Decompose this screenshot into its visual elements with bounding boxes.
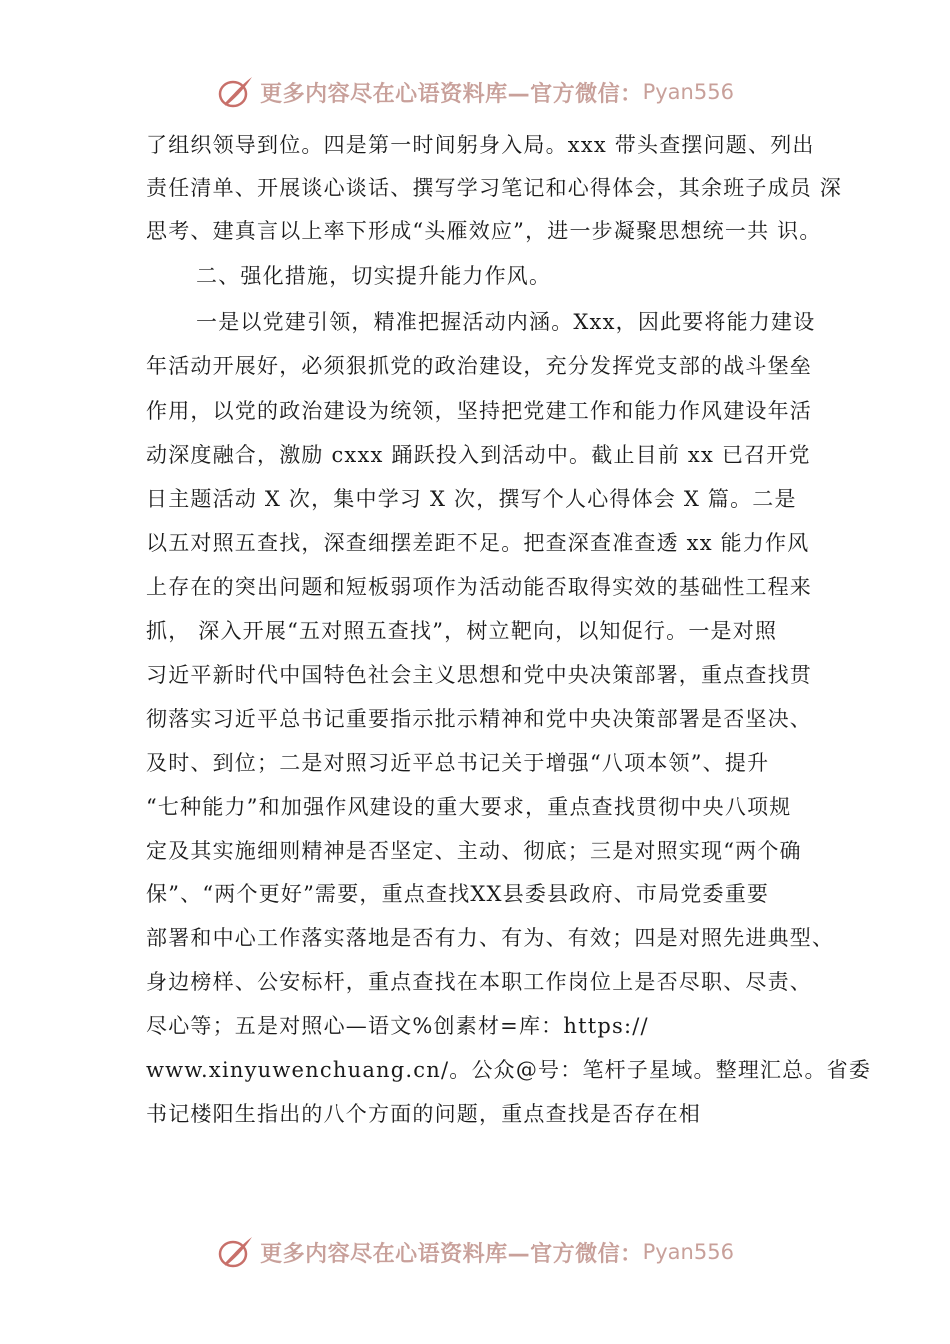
text-line: www.xinyuwenchuang.cn/。公众@号：笔杆子星域。整理汇总。省委: [146, 1058, 872, 1082]
section-heading: 二、强化措施，切实提升能力作风。: [196, 264, 552, 288]
text-line: 日主题活动 X 次，集中学习 X 次，撰写个人心得体会 X 篇。二是: [146, 487, 797, 511]
text-line: 定及其实施细则精神是否坚定、主动、彻底；三是对照实现“两个确: [146, 839, 802, 863]
text-line: 上存在的突出问题和短板弱项作为活动能否取得实效的基础性工程来: [146, 575, 812, 599]
text-line: 及时、到位；二是对照习近平总书记关于增强“八项本领”、提升: [146, 751, 770, 775]
text-line: 作用，以党的政治建设为统领，坚持把党建工作和能力作风建设年活: [146, 399, 812, 423]
text-line: 彻落实习近平总书记重要指示批示精神和党中央决策部署是否坚决、: [146, 707, 812, 731]
text-line: 书记楼阳生指出的八个方面的问题，重点查找是否存在相: [146, 1102, 701, 1126]
text-line: 责任清单、开展谈心谈话、撰写学习笔记和心得体会，其余班子成员 深: [146, 176, 843, 200]
text-line: 习近平新时代中国特色社会主义思想和党中央决策部署，重点查找贯: [146, 663, 812, 687]
text-line: 抓， 深入开展“五对照五查找”，树立靶向，以知促行。一是对照: [146, 619, 778, 643]
text-line: 一是以党建引领，精准把握活动内涵。Xxx，因此要将能力建设: [196, 310, 816, 334]
text-line: 以五对照五查找，深查细摆差距不足。把查深查准查透 xx 能力作风: [146, 531, 810, 555]
text-line: 思考、建真言以上率下形成“头雁效应”，进一步凝聚思想统一共 识。: [146, 219, 822, 243]
text-line: 保”、“两个更好”需要，重点查找XX县委县政府、市局党委重要: [146, 882, 770, 906]
quill-pen-logo-icon: [216, 1234, 256, 1270]
text-line: 动深度融合，激励 cxxx 踊跃投入到活动中。截止目前 xx 已召开党: [146, 443, 811, 467]
banner-text: 更多内容尽在心语资料库—官方微信：: [260, 1241, 643, 1267]
text-line: “七种能力”和加强作风建设的重大要求，重点查找贯彻中央八项规: [146, 795, 792, 819]
banner-text: 更多内容尽在心语资料库—官方微信：: [260, 81, 643, 107]
footer-banner: [0, 1232, 950, 1272]
text-line: 身边榜样、公安标杆，重点查找在本职工作岗位上是否尽职、尽责、: [146, 970, 812, 994]
text-line: 了组织领导到位。四是第一时间躬身入局。xxx 带头查摆问题、列出: [146, 133, 815, 157]
banner-wechat-id: Pyan556: [642, 80, 734, 104]
text-line: 年活动开展好，必须狠抓党的政治建设，充分发挥党支部的战斗堡垒: [146, 354, 812, 378]
text-line: 尽心等；五是对照心—语文%创素材=库：https://: [146, 1014, 649, 1038]
text-line: 部署和中心工作落实落地是否有力、有为、有效；四是对照先进典型、: [146, 926, 835, 950]
banner-wechat-id: Pyan556: [642, 1240, 734, 1264]
